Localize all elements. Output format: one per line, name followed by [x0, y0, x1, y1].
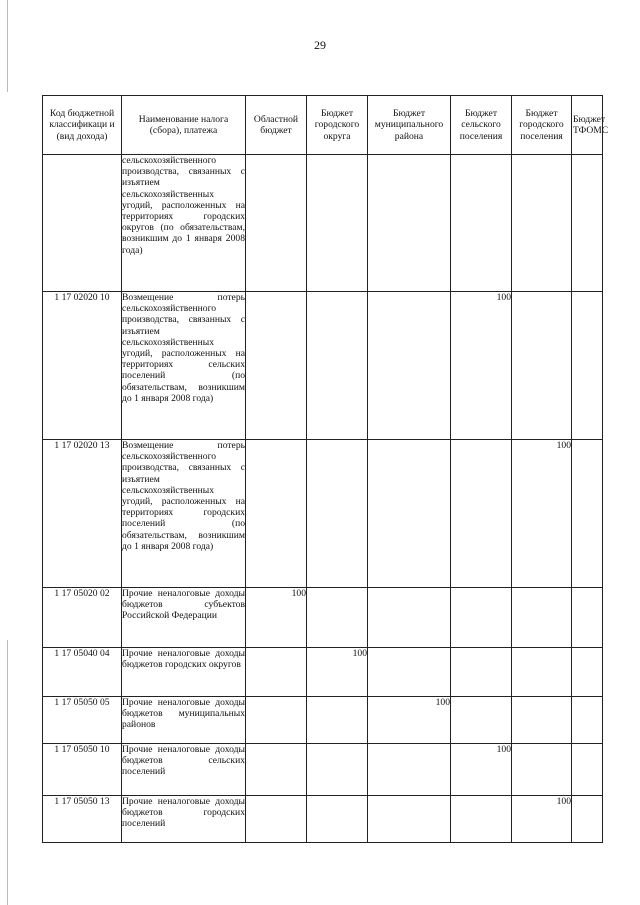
row-code: 1 17 05050 05 — [43, 697, 122, 744]
row-urban-settlement-value: 100 — [512, 796, 572, 843]
row-code: 1 17 02020 13 — [43, 440, 122, 588]
row-urban-settlement-value — [512, 648, 572, 697]
row-city-district-value: 100 — [307, 648, 368, 697]
row-municipal-district-value — [368, 648, 451, 697]
table-row — [43, 292, 603, 440]
header-regional-budget: Областной бюджет — [246, 96, 307, 155]
row-municipal-district-value: 100 — [368, 697, 451, 744]
row-city-district-value — [307, 744, 368, 796]
row-tfoms-value — [572, 155, 603, 292]
row-urban-settlement-value — [512, 155, 572, 292]
row-regional-value — [246, 440, 307, 588]
row-city-district-value — [307, 588, 368, 648]
row-tfoms-value — [572, 440, 603, 588]
row-code: 1 17 05020 02 — [43, 588, 122, 648]
row-rural-settlement-value — [451, 588, 512, 648]
row-regional-value: 100 — [246, 588, 307, 648]
header-tax-name: Наименование налога (сбора), платежа — [122, 96, 246, 155]
row-tfoms-value — [572, 744, 603, 796]
header-code: Код бюджетной классификаци и (вид дохода) — [43, 96, 122, 155]
row-regional-value — [246, 292, 307, 440]
row-rural-settlement-value — [451, 796, 512, 843]
table-row — [43, 155, 603, 292]
header-city-district-budget: Бюджет городского округа — [307, 96, 368, 155]
row-city-district-value — [307, 796, 368, 843]
header-tfoms-budget: Бюджет ТФОМС — [572, 96, 603, 155]
row-rural-settlement-value — [451, 155, 512, 292]
margin-line-bottom — [7, 640, 8, 905]
row-municipal-district-value — [368, 796, 451, 843]
margin-line-top — [7, 0, 8, 92]
row-name: Прочие неналоговые доходы бюджетов городских округов — [122, 648, 246, 697]
row-city-district-value — [307, 292, 368, 440]
row-city-district-value — [307, 440, 368, 588]
row-urban-settlement-value: 100 — [512, 440, 572, 588]
header-rural-settlement-budget: Бюджет сельского поселения — [451, 96, 512, 155]
row-code: 1 17 05040 04 — [43, 648, 122, 697]
row-urban-settlement-value — [512, 292, 572, 440]
row-name: Возмещение потерь сельскохозяйственного производства, связанных с изъятием сельскохозяйственных угодий, расположенных на территориях сельских поселений (по обязательствам, возникшим до 1 января 2008 года) — [122, 292, 246, 440]
row-tfoms-value — [572, 648, 603, 697]
row-regional-value — [246, 796, 307, 843]
row-regional-value — [246, 648, 307, 697]
row-name: Прочие неналоговые доходы бюджетов субъектов Российской Федерации — [122, 588, 246, 648]
table-row — [43, 697, 603, 744]
row-name: Возмещение потерь сельскохозяйственного производства, связанных с изъятием сельскохозяйственных угодий, расположенных на территориях городских поселений (по обязательствам, возникшим до 1 января 2008 года) — [122, 440, 246, 588]
header-municipal-district-budget: Бюджет муниципального района — [368, 96, 451, 155]
row-regional-value — [246, 744, 307, 796]
row-rural-settlement-value — [451, 648, 512, 697]
row-name: сельскохозяйственного производства, связанных с изъятием сельскохозяйственных угодий, расположенных на территориях городских округов (по обязательствам, возникшим до 1 января 2008 года) — [122, 155, 246, 292]
header-urban-settlement-budget: Бюджет городского поселения — [512, 96, 572, 155]
row-tfoms-value — [572, 796, 603, 843]
row-name: Прочие неналоговые доходы бюджетов муниципальных районов — [122, 697, 246, 744]
row-municipal-district-value — [368, 588, 451, 648]
row-rural-settlement-value — [451, 697, 512, 744]
row-code: 1 17 02020 10 — [43, 292, 122, 440]
row-rural-settlement-value: 100 — [451, 744, 512, 796]
row-city-district-value — [307, 155, 368, 292]
row-city-district-value — [307, 697, 368, 744]
row-code: 1 17 05050 13 — [43, 796, 122, 843]
row-regional-value — [246, 155, 307, 292]
row-rural-settlement-value: 100 — [451, 292, 512, 440]
row-name: Прочие неналоговые доходы бюджетов городских поселений — [122, 796, 246, 843]
row-tfoms-value — [572, 292, 603, 440]
row-municipal-district-value — [368, 155, 451, 292]
table-row — [43, 744, 603, 796]
page-number: 29 — [314, 38, 326, 52]
table-row — [43, 440, 603, 588]
row-rural-settlement-value — [451, 440, 512, 588]
row-urban-settlement-value — [512, 744, 572, 796]
row-code: 1 17 05050 10 — [43, 744, 122, 796]
row-municipal-district-value — [368, 744, 451, 796]
budget-classification-table — [42, 95, 609, 843]
row-urban-settlement-value — [512, 588, 572, 648]
row-urban-settlement-value — [512, 697, 572, 744]
table-row — [43, 648, 603, 697]
row-name: Прочие неналоговые доходы бюджетов сельских поселений — [122, 744, 246, 796]
row-tfoms-value — [572, 697, 603, 744]
table-row — [43, 588, 603, 648]
row-code — [43, 155, 122, 292]
row-municipal-district-value — [368, 440, 451, 588]
table-header-row — [43, 96, 603, 155]
row-regional-value — [246, 697, 307, 744]
row-tfoms-value — [572, 588, 603, 648]
table-row — [43, 796, 603, 843]
row-municipal-district-value — [368, 292, 451, 440]
